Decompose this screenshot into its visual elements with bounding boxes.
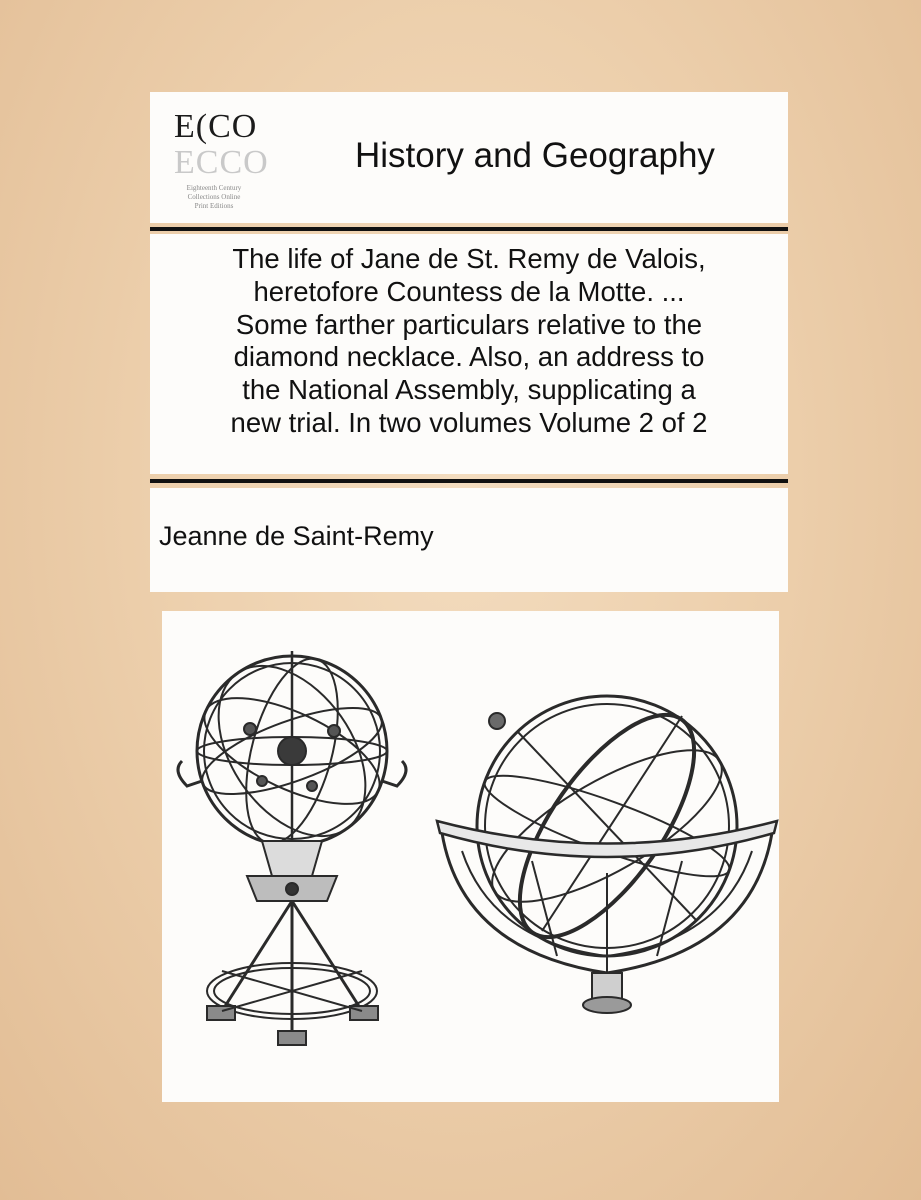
author-panel — [150, 488, 788, 592]
armillary-sphere-on-hemisphere-icon — [437, 688, 777, 1013]
logo-subtitle-line: Eighteenth Century — [186, 184, 242, 192]
armillary-sphere-on-stand-icon — [178, 639, 406, 1045]
illustration — [162, 611, 779, 1102]
title-panel — [150, 234, 788, 474]
divider-rule — [150, 479, 788, 483]
author-name: Jeanne de Saint-Remy — [159, 521, 434, 551]
divider-rule — [150, 227, 788, 231]
logo-subtitle-line: Print Editions — [194, 202, 234, 210]
ecco-logo — [164, 106, 269, 214]
logo-mark-shadow: ECCO — [174, 144, 269, 181]
series-title: History and Geography — [355, 136, 715, 175]
book-title: The life of Jane de St. Remy de Valois, heretofore Countess de la Motte. ... Some farther particulars relative to the diamond necklace. Also, an address to the National Assembly, supplicating a new trial. In two volumes Volume 2 of 2 — [230, 243, 708, 438]
header-panel — [150, 92, 788, 223]
logo-subtitle-line: Collections Online — [187, 193, 241, 201]
logo-mark: E(CO — [174, 108, 258, 145]
illustration-panel — [162, 611, 779, 1102]
